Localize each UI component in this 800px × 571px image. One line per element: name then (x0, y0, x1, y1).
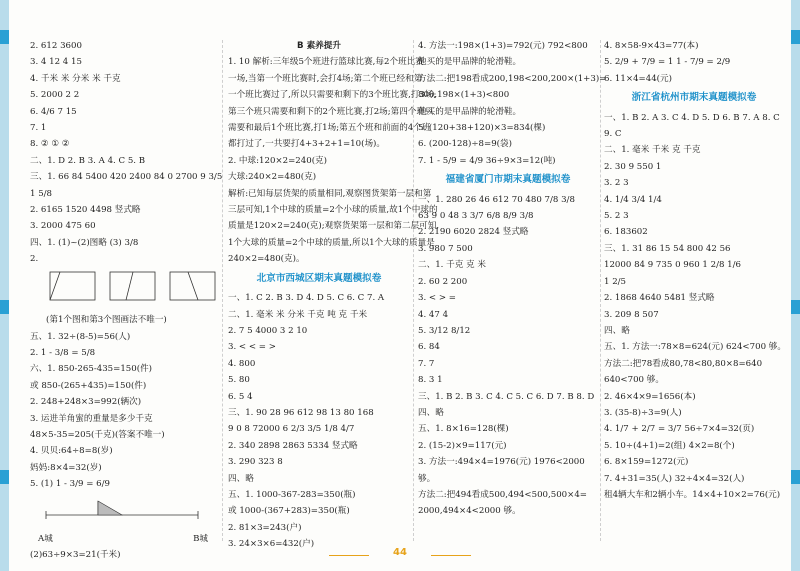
answer-line: 2. 2190 6020 2824 竖式略 (418, 227, 529, 238)
answer-line: 3. 2 3 (604, 178, 629, 189)
answer-line: 三层可知,1个中球的质量=2个小球的质量,故1个中球的 (228, 205, 438, 216)
segment-diagram (38, 497, 215, 548)
answer-lines (418, 38, 607, 169)
answer-line: 二、1. 千克 克 米 (418, 260, 486, 271)
shape-figures (48, 270, 215, 310)
answer-lines (418, 192, 598, 520)
answer-line: 三、1. 31 86 15 54 800 42 56 (604, 243, 731, 254)
answer-line: 三、1. 66 84 5400 420 2400 84 0 2700 9 3/5 (30, 172, 223, 183)
answer-line: 3. < > = (418, 293, 456, 304)
figure-caption: (第1个图和第3个图画法不唯一) (46, 315, 167, 326)
answer-line: 一个班比赛过了,所以只需要和剩下的3个班比赛,打3场; (228, 90, 437, 101)
exam-title: 浙江省杭州市期末真题模拟卷 (631, 92, 757, 104)
answer-lines (30, 329, 215, 493)
answer-line: 7. 4+31=35(人) 32÷4×4=32(人) (604, 473, 745, 484)
answer-line: 5. (1) 1 - 3/9 = 6/9 (30, 479, 110, 490)
answer-line: 240×2=480(克)。 (228, 254, 305, 265)
answer-line: 2. (30, 254, 39, 265)
column-divider (600, 40, 601, 541)
answer-line: 1. 10 解析:三年级5个班进行篮球比赛,每2个班比赛 (228, 57, 424, 68)
answer-line: 2. 340 2898 2863 5334 竖式略 (228, 440, 358, 451)
page-tab (0, 470, 9, 484)
page-tab (0, 300, 9, 314)
answer-line: 三、1. 90 28 96 612 98 13 80 168 (228, 407, 374, 418)
answer-line: 2. 30 9 550 1 (604, 161, 662, 172)
answer-line: 3. 2000 475 60 (30, 221, 96, 232)
answer-line: 够。 (418, 473, 436, 484)
distance-bar (38, 497, 208, 525)
page-tab (791, 470, 800, 484)
answer-line: 4. 47 4 (418, 309, 449, 320)
answer-line: 800,198×(1+3)<800 (418, 90, 510, 101)
answer-line: 四、略 (418, 407, 444, 418)
answer-line: 2. 1868 4640 5481 竖式略 (604, 293, 715, 304)
answer-line: 6. 8×159=1272(元) (604, 457, 689, 468)
city-a-label: A城 (38, 533, 53, 544)
answer-line: 5. 80 (228, 375, 250, 386)
answer-line: 四、略 (604, 325, 630, 336)
page-tab (0, 30, 9, 44)
answer-line: 六、1. 850-265-435=150(件) (30, 364, 153, 375)
answer-line: 7. 1 - 5/9 = 4/9 36÷9×3=12(吨) (418, 155, 556, 166)
answer-line: 640<700 够。 (604, 375, 664, 386)
answer-line: 3. 290 323 8 (228, 457, 283, 468)
page-number: 44 (371, 547, 429, 563)
answer-line: 二、1. D 2. B 3. A 4. C 5. B (30, 155, 146, 166)
answer-line: 方法二:把78看成80,78<80,80×8=640 (604, 358, 763, 369)
answer-line: 2. 248+248×3=992(辆次) (30, 397, 142, 408)
answer-line: 五、1. 32÷(8-5)=56(人) (30, 331, 131, 342)
answer-line: 4. 1/4 3/4 1/4 (604, 194, 662, 205)
answer-line: 9. C (604, 129, 622, 140)
answer-line: 2. 612 3600 (30, 41, 82, 51)
answer-line: 5. 2000 2 2 (30, 90, 80, 101)
answer-line: 6. 183602 (604, 227, 648, 238)
right-page-edge (791, 0, 800, 571)
answer-line: 6. 5 4 (228, 391, 253, 402)
city-b-label: B城 (193, 533, 208, 544)
parallelogram-figures (48, 270, 218, 304)
answer-line: 4. 千米 米 分米 米 千克 (30, 73, 121, 84)
answer-line: 48×5-35=205(千克)(答案不唯一) (30, 429, 165, 440)
answer-line: 3. 方法一:494×4=1976(元) 1976<2000 (418, 457, 585, 468)
answer-line: 或 1000-(367+283)=350(瓶) (228, 506, 350, 517)
exam-title: 福建省厦门市期末真题模拟卷 (445, 174, 571, 186)
answer-line: 租4辆大车和2辆小车。14×4+10×2=76(元) (604, 489, 781, 500)
answer-lines (604, 110, 784, 504)
answer-line: 需要和最后1个班比赛,打1场;第五个班和前面的4个班 (228, 123, 431, 134)
answer-line: 一场,当第一个班比赛时,会打4场;第二个班已经和第 (228, 73, 423, 84)
answer-line: 或 850-(265+435)=150(件) (30, 380, 147, 391)
answer-line: 2. 6165 1520 4498 竖式略 (30, 205, 141, 216)
answer-lines (30, 38, 223, 268)
answer-line: 5. 2 3 (604, 211, 629, 222)
answer-line: 五、1. 方法一:78×8=624(元) 624<700 够。 (604, 342, 786, 353)
answer-line: 3. < < = > (228, 342, 276, 353)
answer-line: 5. 2/9 + 7/9 = 1 1 - 7/9 = 2/9 (604, 57, 731, 68)
answer-line: 2. 中球:120×2=240(克) (228, 155, 327, 166)
answer-line: (2)63÷9×3=21(千米) (30, 550, 121, 561)
answer-lines (228, 54, 440, 267)
answer-line: 1 5/8 (30, 188, 53, 199)
answer-line: 4. 8×58-9×43=77(本) (604, 41, 699, 51)
answer-line: 他买的是甲品牌的轮滑鞋。 (418, 106, 522, 117)
answer-line: 2000,494×4<2000 够。 (418, 506, 521, 517)
answer-line: 大球:240×2=480(克) (228, 172, 317, 183)
answer-line: 2. 1 - 3/8 = 5/8 (30, 347, 96, 358)
answer-line: 2. (15-2)×9=117(元) (418, 440, 507, 451)
answer-line: 3. 4 12 4 15 (30, 57, 82, 68)
answer-line: 2. 81×3=243(户) (228, 522, 302, 533)
answer-line: 第三个班只需要和剩下的2个班比赛,打2场;第四个班只 (228, 106, 434, 117)
answer-line: 五、1. 1000-367-283=350(瓶) (228, 489, 356, 500)
answer-line: 方法二:把198看成200,198<200,200×(1+3)= (418, 73, 607, 84)
answer-column-4 (604, 38, 784, 503)
answer-line: 解析:已知每层货架的质量相同,观察图货架第一层和第 (228, 188, 432, 199)
answer-line: 五、1. 8×16=128(棵) (418, 424, 509, 435)
answer-line: 4. 方法一:198×(1+3)=792(元) 792<800 (418, 41, 588, 51)
answer-line: 三、1. B 2. B 3. C 4. C 5. C 6. D 7. B 8. D (418, 391, 595, 402)
answer-line: 方法二:把494看成500,494<500,500×4= (418, 489, 588, 500)
answer-line: 1个大球的质量=2个中球的质量,所以1个大球的质量是 (228, 237, 435, 248)
answer-line: 4. 1/7 + 2/7 = 3/7 56÷7×4=32(页) (604, 424, 755, 435)
answer-lines (228, 290, 410, 553)
answer-line: 8. ② ① ② (30, 139, 70, 150)
left-page-edge (0, 0, 9, 571)
answer-line: 一、1. B 2. A 3. C 4. D 5. D 6. B 7. A 8. C (604, 112, 780, 123)
answer-line: 63 9 0 48 3 3/7 6/8 8/9 3/8 (418, 211, 534, 222)
answer-lines (604, 38, 784, 87)
column-divider (222, 40, 223, 541)
answer-line: 5. 10÷(4+1)=2(组) 4×2=8(个) (604, 440, 735, 451)
answer-line: 6. 11×4=44(元) (604, 73, 672, 84)
page-tab (791, 30, 800, 44)
exam-title: 北京市西城区期末真题模拟卷 (256, 272, 382, 284)
answer-line: 4. 800 (228, 358, 256, 369)
answer-line: 3. 运进羊角蜜的重量是多少千克 (30, 413, 153, 424)
answer-line: 3. 24×3×6=432(户) (228, 539, 315, 550)
answer-line: 6. 84 (418, 342, 440, 353)
answer-line: 3. 980 7 500 (418, 243, 473, 254)
answer-line: 4. 贝贝:64÷8=8(岁) (30, 446, 113, 457)
answer-line: 他买的是甲品牌的轮滑鞋。 (418, 57, 522, 68)
answer-line: 3. 209 8 507 (604, 309, 659, 320)
answer-line: 7. 7 (418, 358, 435, 369)
answer-line: 6. (200-128)÷8=9(袋) (418, 139, 512, 150)
answer-line: 5. 3/12 8/12 (418, 325, 471, 336)
answer-column-3 (418, 38, 607, 520)
answer-line: 2. 46×4×9=1656(本) (604, 391, 696, 402)
page-tab (791, 300, 800, 314)
answer-line: 质量是120×2=240(克);观察货架第一层和第二层可知, (228, 221, 440, 232)
answer-line: 二、1. 毫米 米 分米 千克 吨 克 千米 (228, 309, 368, 320)
answer-line: 12000 84 9 735 0 960 1 2/8 1/6 (604, 260, 741, 271)
answer-line: 6. 4/6 7 15 (30, 106, 77, 117)
answer-line: 都打过了,一共要打4+3+2+1=10(场)。 (228, 139, 385, 150)
answer-line: 5. (120+38+120)×3=834(棵) (418, 123, 546, 134)
answer-line: 1 2/5 (604, 276, 627, 287)
answer-line: 二、1. 毫米 千米 克 千克 (604, 145, 701, 156)
answer-line: 2. 7 5 4000 3 2 10 (228, 325, 308, 336)
answer-line: 7. 1 (30, 123, 47, 134)
answer-line: 2. 60 2 200 (418, 276, 468, 287)
answer-line: 9 0 8 72000 6 2/3 3/5 1/8 4/7 (228, 424, 355, 435)
answer-line: 一、1. C 2. B 3. D 4. D 5. C 6. C 7. A (228, 293, 385, 304)
answer-line: 妈妈:8×4=32(岁) (30, 462, 102, 473)
answer-line: 8. 3 1 (418, 375, 443, 386)
answer-line: 四、1. (1)~(2)图略 (3) 3/8 (30, 237, 139, 248)
section-heading: B 素养提升 (297, 41, 341, 51)
answer-line: 四、略 (228, 473, 254, 484)
answer-column-1 (30, 38, 223, 564)
answer-line: 3. (35-8)÷3=9(人) (604, 407, 682, 418)
answer-line: 一、1. 280 26 46 612 70 480 7/8 3/8 (418, 194, 575, 205)
